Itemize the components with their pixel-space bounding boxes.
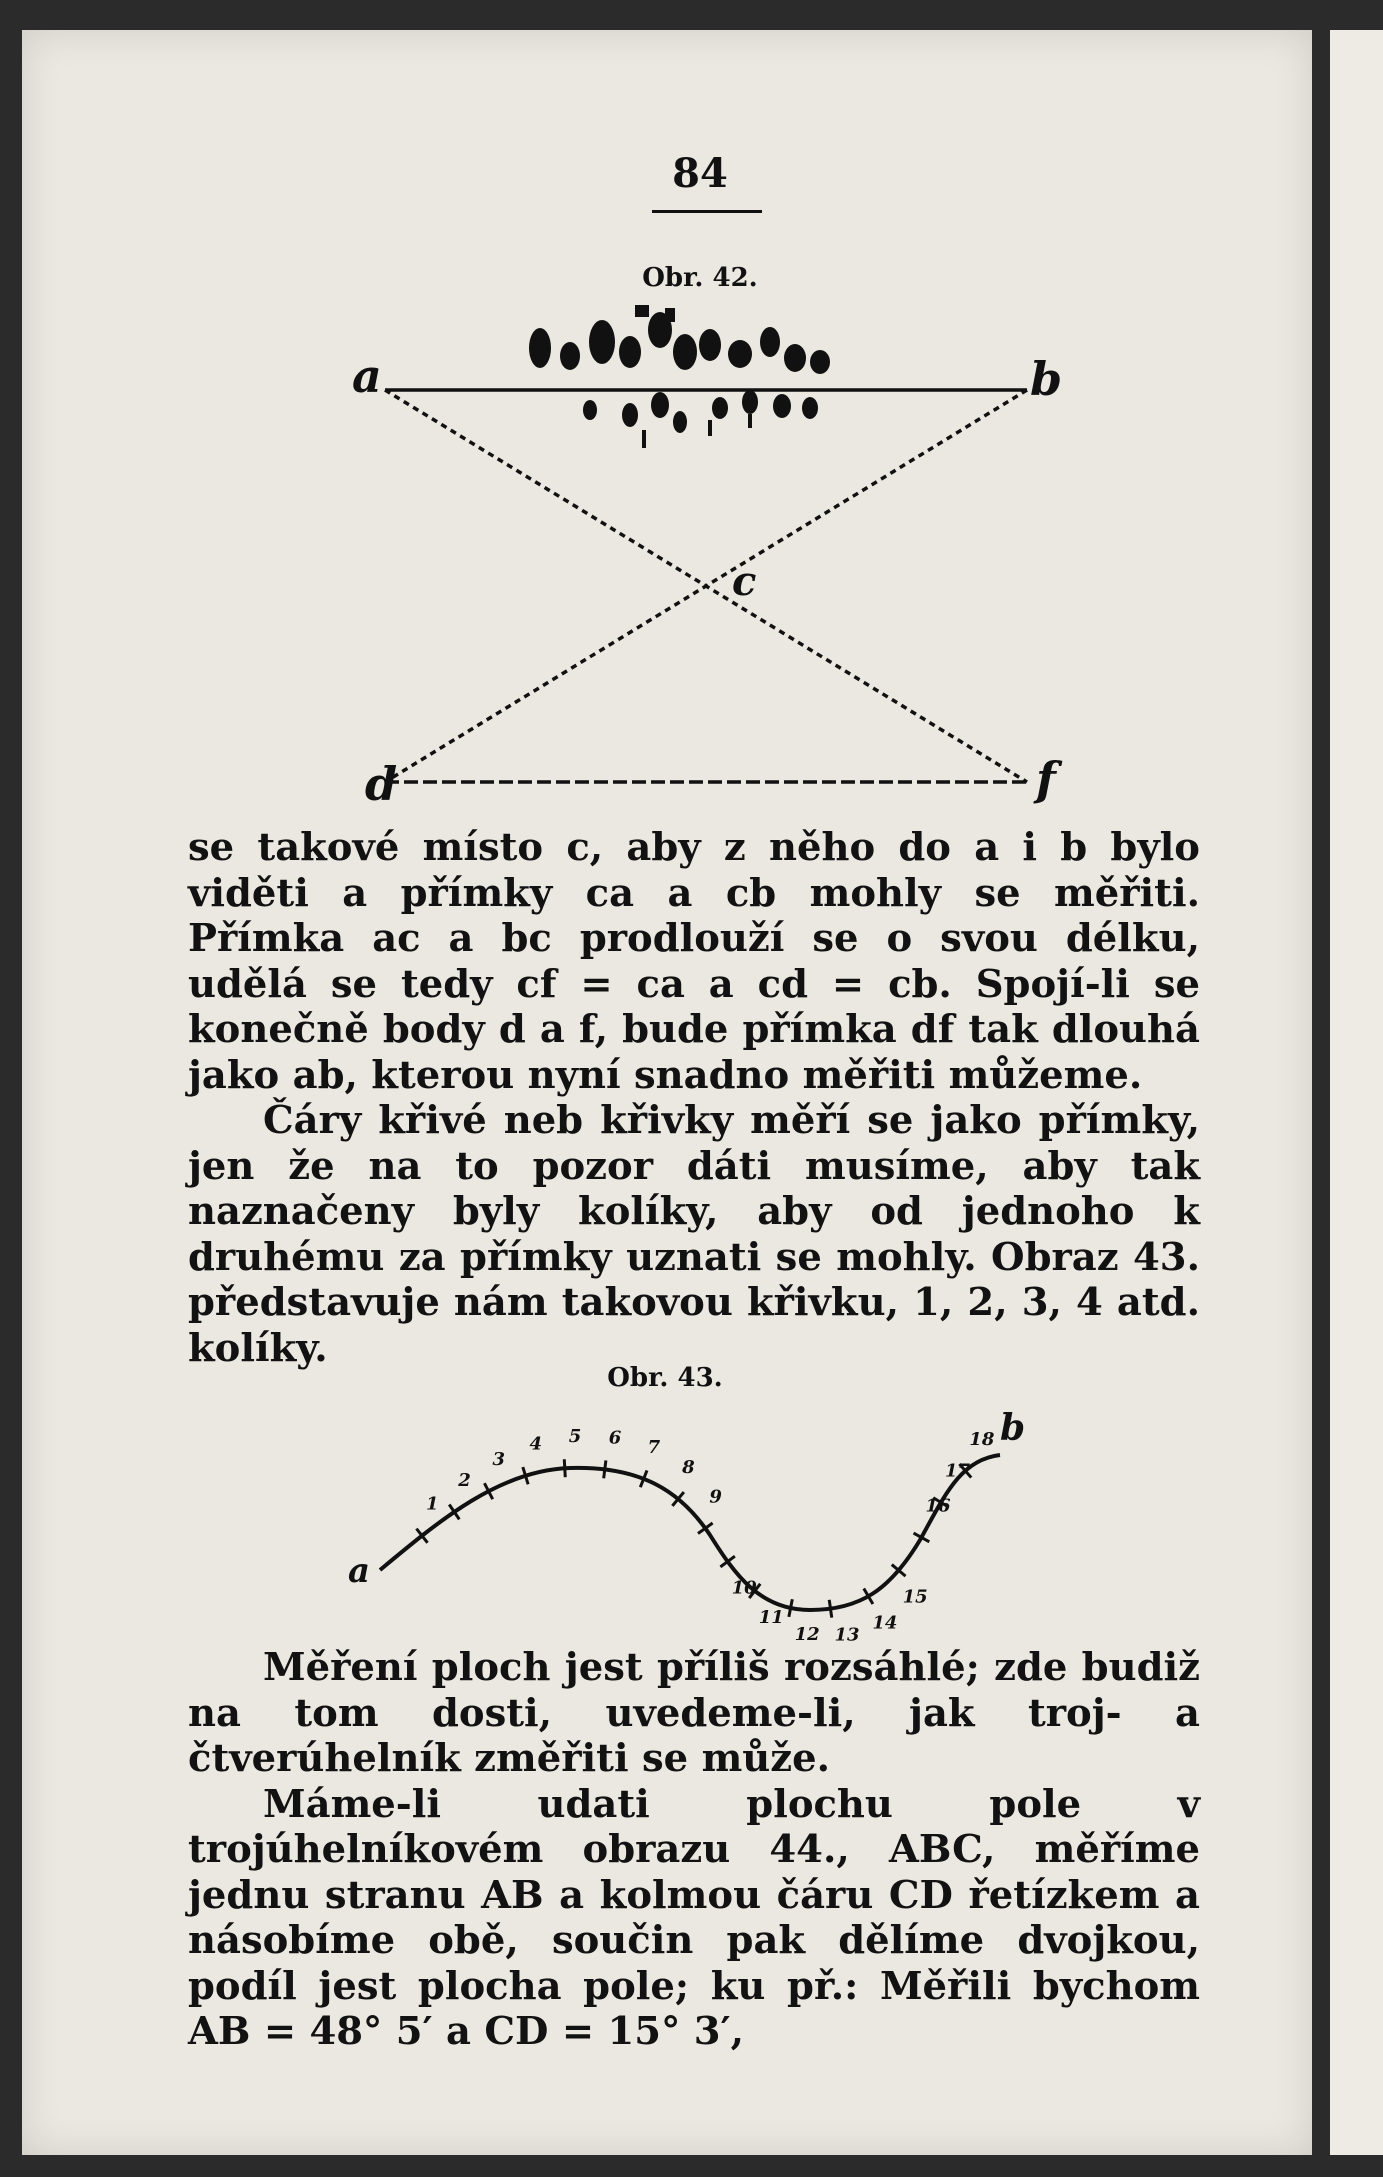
label-a: a (352, 349, 382, 403)
stake-number: 2 (458, 1469, 471, 1491)
facing-page-edge (1330, 30, 1383, 2155)
figure-42-caption: Obr. 42. (642, 263, 758, 293)
stake-number: 18 (969, 1428, 995, 1450)
stake-number: 17 (944, 1460, 971, 1482)
label-c: c (732, 558, 757, 605)
text-block-2 (188, 1645, 1200, 2055)
figure-43-diagram (340, 1410, 1040, 1650)
stake-tick (789, 1599, 792, 1617)
stake-number: 5 (568, 1426, 582, 1448)
paragraph-4: Máme-li udati plochu pole v trojúhelníkovém obrazu 44., ABC, měříme jednu stranu AB a kolmou čáru CD řetízkem a násobíme obě, součin pak dělíme dvojkou, podíl jest plocha pole; ku př.: Měřili bychom AB = 48° 5′ a CD = 15° 3′, (188, 1781, 1200, 2054)
stake-number: 8 (682, 1456, 695, 1478)
page-number: 84 (672, 150, 728, 197)
stake-number: 14 (872, 1612, 898, 1634)
label-f: f (1036, 752, 1056, 806)
page-number-rule (652, 210, 762, 213)
stake-number: 3 (492, 1449, 506, 1471)
curve-end-label: b (1000, 1410, 1026, 1449)
tree-cluster (529, 305, 830, 448)
stakes-group (416, 1456, 971, 1617)
label-b: b (1030, 352, 1063, 406)
paragraph-2: Čáry křivé neb křivky měří se jako přímky, jen že na to pozor dáti musíme, aby tak naznačeny byly kolíky, aby od jednoho k druhému za přímky uznati se mohly. Obraz 43. představuje nám takovou křivku, 1, 2, 3, 4 atd. kolíky. (188, 1098, 1200, 1371)
text-block-1 (188, 825, 1200, 1371)
figure-42-diagram (330, 290, 1110, 820)
stake-number: 6 (608, 1427, 622, 1449)
stake-number: 13 (834, 1624, 860, 1646)
paragraph-1: se takové místo c, aby z něho do a i b bylo viděti a přímky ca a cb mohly se měřiti. Přímka ac a bc prodlouží se o svou délku, udělá se tedy cf = ca a cd = cb. Spojí-li se konečně body d a f, bude přímka df tak dlouhá jako ab, kterou nyní snadno měřiti můžeme. (188, 825, 1200, 1098)
stake-number: 1 (425, 1493, 439, 1515)
stake-number: 4 (529, 1433, 542, 1455)
paragraph-3: Měření ploch jest příliš rozsáhlé; zde budiž na tom dosti, uvedeme-li, jak troj- a čtverúhelník změřiti se může. (188, 1645, 1200, 1781)
label-d: d (365, 757, 398, 811)
stake-tick (829, 1600, 832, 1618)
stake-number: 12 (794, 1624, 820, 1646)
stake-number: 15 (902, 1586, 928, 1608)
figure-43-caption: Obr. 43. (607, 1363, 723, 1393)
curve-start-label: a (348, 1551, 371, 1591)
stake-number: 11 (758, 1606, 784, 1628)
stake-number: 16 (925, 1495, 951, 1517)
stake-tick (564, 1459, 565, 1477)
stake-number: 10 (731, 1577, 757, 1599)
stake-tick (604, 1460, 606, 1478)
stake-number: 9 (709, 1486, 722, 1508)
stake-number: 7 (647, 1436, 661, 1458)
